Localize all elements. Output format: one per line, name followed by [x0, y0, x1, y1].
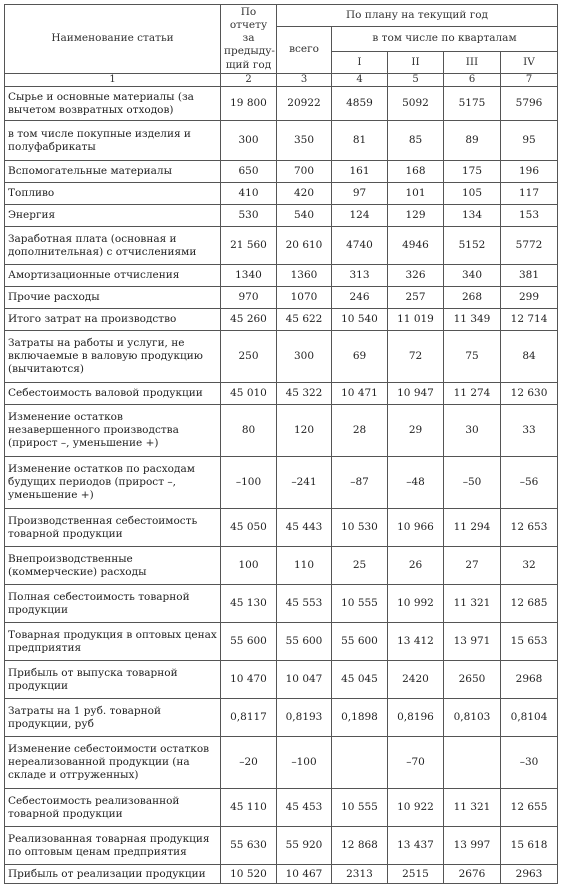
row-value-cell: 4946 [388, 227, 444, 265]
row-value-cell: 700 [277, 161, 332, 183]
column-number: 3 [277, 73, 332, 87]
row-item-name: Производственная себестоимость товарной продукции [5, 509, 221, 547]
row-value-cell: 45 045 [332, 661, 388, 699]
row-item-name: Затраты на 1 руб. товарной продукции, руб [5, 699, 221, 737]
row-value-cell: 120 [277, 405, 332, 457]
row-value-cell: 4859 [332, 87, 388, 121]
row-item-name: Итого затрат на производство [5, 309, 221, 331]
table-row [5, 87, 558, 121]
row-value-cell: 2515 [388, 865, 444, 884]
header-quarter-4: IV [501, 51, 558, 73]
row-value-cell: 0,8103 [444, 699, 501, 737]
row-value-cell: 1360 [277, 265, 332, 287]
row-value-cell: 117 [501, 183, 558, 205]
row-value-cell: 268 [444, 287, 501, 309]
row-value-cell: 2968 [501, 661, 558, 699]
column-number: 6 [444, 73, 501, 87]
header-previous-year-report: По отчету за предыду-щий год [221, 5, 277, 74]
row-value-cell: 410 [221, 183, 277, 205]
row-value-cell: –30 [501, 737, 558, 789]
table-row [5, 547, 558, 585]
table-row [5, 585, 558, 623]
row-item-name: Затраты на работы и услуги, не включаемые в валовую продукцию (вычитаются) [5, 331, 221, 383]
column-number-row [5, 73, 558, 87]
row-value-cell: 45 443 [277, 509, 332, 547]
row-value-cell: –100 [221, 457, 277, 509]
row-value-cell: 12 868 [332, 827, 388, 865]
row-item-name: Полная себестоимость товарной продукции [5, 585, 221, 623]
row-value-cell: 11 274 [444, 383, 501, 405]
table-row [5, 287, 558, 309]
row-value-cell: 75 [444, 331, 501, 383]
row-value-cell: 10 530 [332, 509, 388, 547]
row-value-cell: 13 437 [388, 827, 444, 865]
row-value-cell: 10 922 [388, 789, 444, 827]
row-value-cell: 69 [332, 331, 388, 383]
row-value-cell: 12 685 [501, 585, 558, 623]
row-item-name: Прочие расходы [5, 287, 221, 309]
row-value-cell: 10 555 [332, 585, 388, 623]
row-value-cell: 10 992 [388, 585, 444, 623]
row-value-cell: 33 [501, 405, 558, 457]
row-value-cell: 13 412 [388, 623, 444, 661]
row-value-cell: –50 [444, 457, 501, 509]
row-value-cell: 2676 [444, 865, 501, 884]
row-value-cell: 19 800 [221, 87, 277, 121]
row-value-cell: 55 600 [332, 623, 388, 661]
row-value-cell: 20 610 [277, 227, 332, 265]
row-value-cell: 381 [501, 265, 558, 287]
row-item-name: Себестоимость реализованной товарной продукции [5, 789, 221, 827]
row-value-cell: 10 470 [221, 661, 277, 699]
row-value-cell [332, 737, 388, 789]
row-value-cell: 105 [444, 183, 501, 205]
row-value-cell: 0,8117 [221, 699, 277, 737]
header-quarter-1: I [332, 51, 388, 73]
table-row [5, 457, 558, 509]
row-value-cell: 5772 [501, 227, 558, 265]
row-item-name: Изменение остатков по расходам будущих периодов (прирост –, уменьшение +) [5, 457, 221, 509]
row-value-cell: 15 653 [501, 623, 558, 661]
row-value-cell: 10 471 [332, 383, 388, 405]
row-value-cell: 45 010 [221, 383, 277, 405]
row-value-cell: –87 [332, 457, 388, 509]
row-value-cell: 55 600 [277, 623, 332, 661]
header-current-year-plan: По плану на текущий год [277, 5, 558, 27]
row-value-cell: 124 [332, 205, 388, 227]
row-value-cell: 81 [332, 121, 388, 161]
table-row [5, 205, 558, 227]
row-item-name: Заработная плата (основная и дополнительная) с отчислениями [5, 227, 221, 265]
row-value-cell: 45 553 [277, 585, 332, 623]
row-item-name: Амортизационные отчисления [5, 265, 221, 287]
row-value-cell: 85 [388, 121, 444, 161]
row-value-cell: 21 560 [221, 227, 277, 265]
row-value-cell: 45 110 [221, 789, 277, 827]
row-item-name: Реализованная товарная продукция по оптовым ценам предприятия [5, 827, 221, 865]
row-value-cell: 25 [332, 547, 388, 585]
row-value-cell: 250 [221, 331, 277, 383]
row-value-cell: 12 655 [501, 789, 558, 827]
row-value-cell: 84 [501, 331, 558, 383]
column-number: 2 [221, 73, 277, 87]
row-value-cell: 45 453 [277, 789, 332, 827]
row-value-cell: 420 [277, 183, 332, 205]
row-item-name: Сырье и основные материалы (за вычетом возвратных отходов) [5, 87, 221, 121]
row-value-cell: 55 600 [221, 623, 277, 661]
row-value-cell: 299 [501, 287, 558, 309]
row-value-cell: 11 019 [388, 309, 444, 331]
row-value-cell: 10 467 [277, 865, 332, 884]
row-value-cell: 10 540 [332, 309, 388, 331]
row-value-cell: 540 [277, 205, 332, 227]
row-value-cell: –100 [277, 737, 332, 789]
row-value-cell: 2650 [444, 661, 501, 699]
table-row [5, 383, 558, 405]
row-value-cell: 32 [501, 547, 558, 585]
row-value-cell: 27 [444, 547, 501, 585]
row-value-cell: 11 294 [444, 509, 501, 547]
row-value-cell: 45 130 [221, 585, 277, 623]
row-value-cell: 45 622 [277, 309, 332, 331]
row-value-cell: 55 920 [277, 827, 332, 865]
row-value-cell: 2963 [501, 865, 558, 884]
column-number: 1 [5, 73, 221, 87]
row-value-cell: –241 [277, 457, 332, 509]
row-value-cell: 5796 [501, 87, 558, 121]
table-row [5, 623, 558, 661]
row-value-cell: 11 349 [444, 309, 501, 331]
row-value-cell: 0,8104 [501, 699, 558, 737]
cost-estimate-table [4, 4, 558, 884]
row-value-cell: 89 [444, 121, 501, 161]
row-value-cell: 2313 [332, 865, 388, 884]
row-value-cell: 10 047 [277, 661, 332, 699]
table-row [5, 121, 558, 161]
header-plan-total: всего [277, 27, 332, 74]
row-value-cell: 97 [332, 183, 388, 205]
row-item-name: в том числе покупные изделия и полуфабрикаты [5, 121, 221, 161]
column-number: 7 [501, 73, 558, 87]
table-row [5, 661, 558, 699]
table-row [5, 827, 558, 865]
table-row [5, 789, 558, 827]
row-value-cell: 650 [221, 161, 277, 183]
row-value-cell: 72 [388, 331, 444, 383]
row-value-cell: 12 630 [501, 383, 558, 405]
row-value-cell: 20922 [277, 87, 332, 121]
row-value-cell: 257 [388, 287, 444, 309]
row-value-cell: 45 050 [221, 509, 277, 547]
column-number: 4 [332, 73, 388, 87]
table-row [5, 737, 558, 789]
row-value-cell: 2420 [388, 661, 444, 699]
row-value-cell: 26 [388, 547, 444, 585]
header-quarter-2: II [388, 51, 444, 73]
row-value-cell: 101 [388, 183, 444, 205]
row-value-cell: –20 [221, 737, 277, 789]
row-value-cell: 12 714 [501, 309, 558, 331]
row-value-cell: 5152 [444, 227, 501, 265]
row-value-cell: 110 [277, 547, 332, 585]
row-value-cell: 196 [501, 161, 558, 183]
row-value-cell: 134 [444, 205, 501, 227]
row-value-cell: 13 997 [444, 827, 501, 865]
row-value-cell: 10 520 [221, 865, 277, 884]
row-value-cell: 129 [388, 205, 444, 227]
row-value-cell: 153 [501, 205, 558, 227]
row-value-cell: 1070 [277, 287, 332, 309]
table-row [5, 405, 558, 457]
row-value-cell: 13 971 [444, 623, 501, 661]
table-row [5, 699, 558, 737]
row-item-name: Внепроизводственные (коммерческие) расходы [5, 547, 221, 585]
row-value-cell: 45 322 [277, 383, 332, 405]
row-value-cell: 28 [332, 405, 388, 457]
row-value-cell: 175 [444, 161, 501, 183]
row-value-cell: –70 [388, 737, 444, 789]
table-row [5, 309, 558, 331]
row-value-cell: 5175 [444, 87, 501, 121]
row-value-cell: 340 [444, 265, 501, 287]
table-row [5, 331, 558, 383]
row-value-cell: 29 [388, 405, 444, 457]
row-item-name: Изменение себестоимости остатков нереализованной продукции (на складе и отгруженных) [5, 737, 221, 789]
row-item-name: Прибыль от выпуска товарной продукции [5, 661, 221, 699]
row-value-cell: 10 966 [388, 509, 444, 547]
row-value-cell [444, 737, 501, 789]
row-item-name: Прибыль от реализации продукции [5, 865, 221, 884]
row-value-cell: 100 [221, 547, 277, 585]
row-value-cell: 970 [221, 287, 277, 309]
column-number: 5 [388, 73, 444, 87]
row-value-cell: 350 [277, 121, 332, 161]
row-value-cell: 313 [332, 265, 388, 287]
row-value-cell: –48 [388, 457, 444, 509]
row-value-cell: 80 [221, 405, 277, 457]
row-value-cell: 11 321 [444, 585, 501, 623]
row-item-name: Топливо [5, 183, 221, 205]
row-value-cell: 1340 [221, 265, 277, 287]
row-value-cell: 10 947 [388, 383, 444, 405]
header-item-name: Наименование статьи [5, 5, 221, 74]
header-quarter-3: III [444, 51, 501, 73]
table-row [5, 183, 558, 205]
row-value-cell: 15 618 [501, 827, 558, 865]
row-value-cell: 0,8193 [277, 699, 332, 737]
row-value-cell: 246 [332, 287, 388, 309]
table-row [5, 265, 558, 287]
row-value-cell: 11 321 [444, 789, 501, 827]
row-value-cell: 12 653 [501, 509, 558, 547]
table-row [5, 865, 558, 884]
row-value-cell: –56 [501, 457, 558, 509]
row-value-cell: 45 260 [221, 309, 277, 331]
row-value-cell: 4740 [332, 227, 388, 265]
row-value-cell: 300 [221, 121, 277, 161]
row-value-cell: 5092 [388, 87, 444, 121]
row-value-cell: 168 [388, 161, 444, 183]
header-by-quarters: в том числе по кварталам [332, 27, 558, 52]
row-value-cell: 300 [277, 331, 332, 383]
row-value-cell: 55 630 [221, 827, 277, 865]
row-value-cell: 0,1898 [332, 699, 388, 737]
row-item-name: Себестоимость валовой продукции [5, 383, 221, 405]
table-row [5, 161, 558, 183]
row-value-cell: 530 [221, 205, 277, 227]
row-value-cell: 30 [444, 405, 501, 457]
row-value-cell: 95 [501, 121, 558, 161]
row-value-cell: 161 [332, 161, 388, 183]
row-value-cell: 0,8196 [388, 699, 444, 737]
row-value-cell: 326 [388, 265, 444, 287]
table-row [5, 509, 558, 547]
row-item-name: Вспомогательные материалы [5, 161, 221, 183]
table-row [5, 227, 558, 265]
row-item-name: Энергия [5, 205, 221, 227]
row-item-name: Товарная продукция в оптовых ценах предприятия [5, 623, 221, 661]
row-value-cell: 10 555 [332, 789, 388, 827]
row-item-name: Изменение остатков незавершенного производства (прирост –, уменьшение +) [5, 405, 221, 457]
